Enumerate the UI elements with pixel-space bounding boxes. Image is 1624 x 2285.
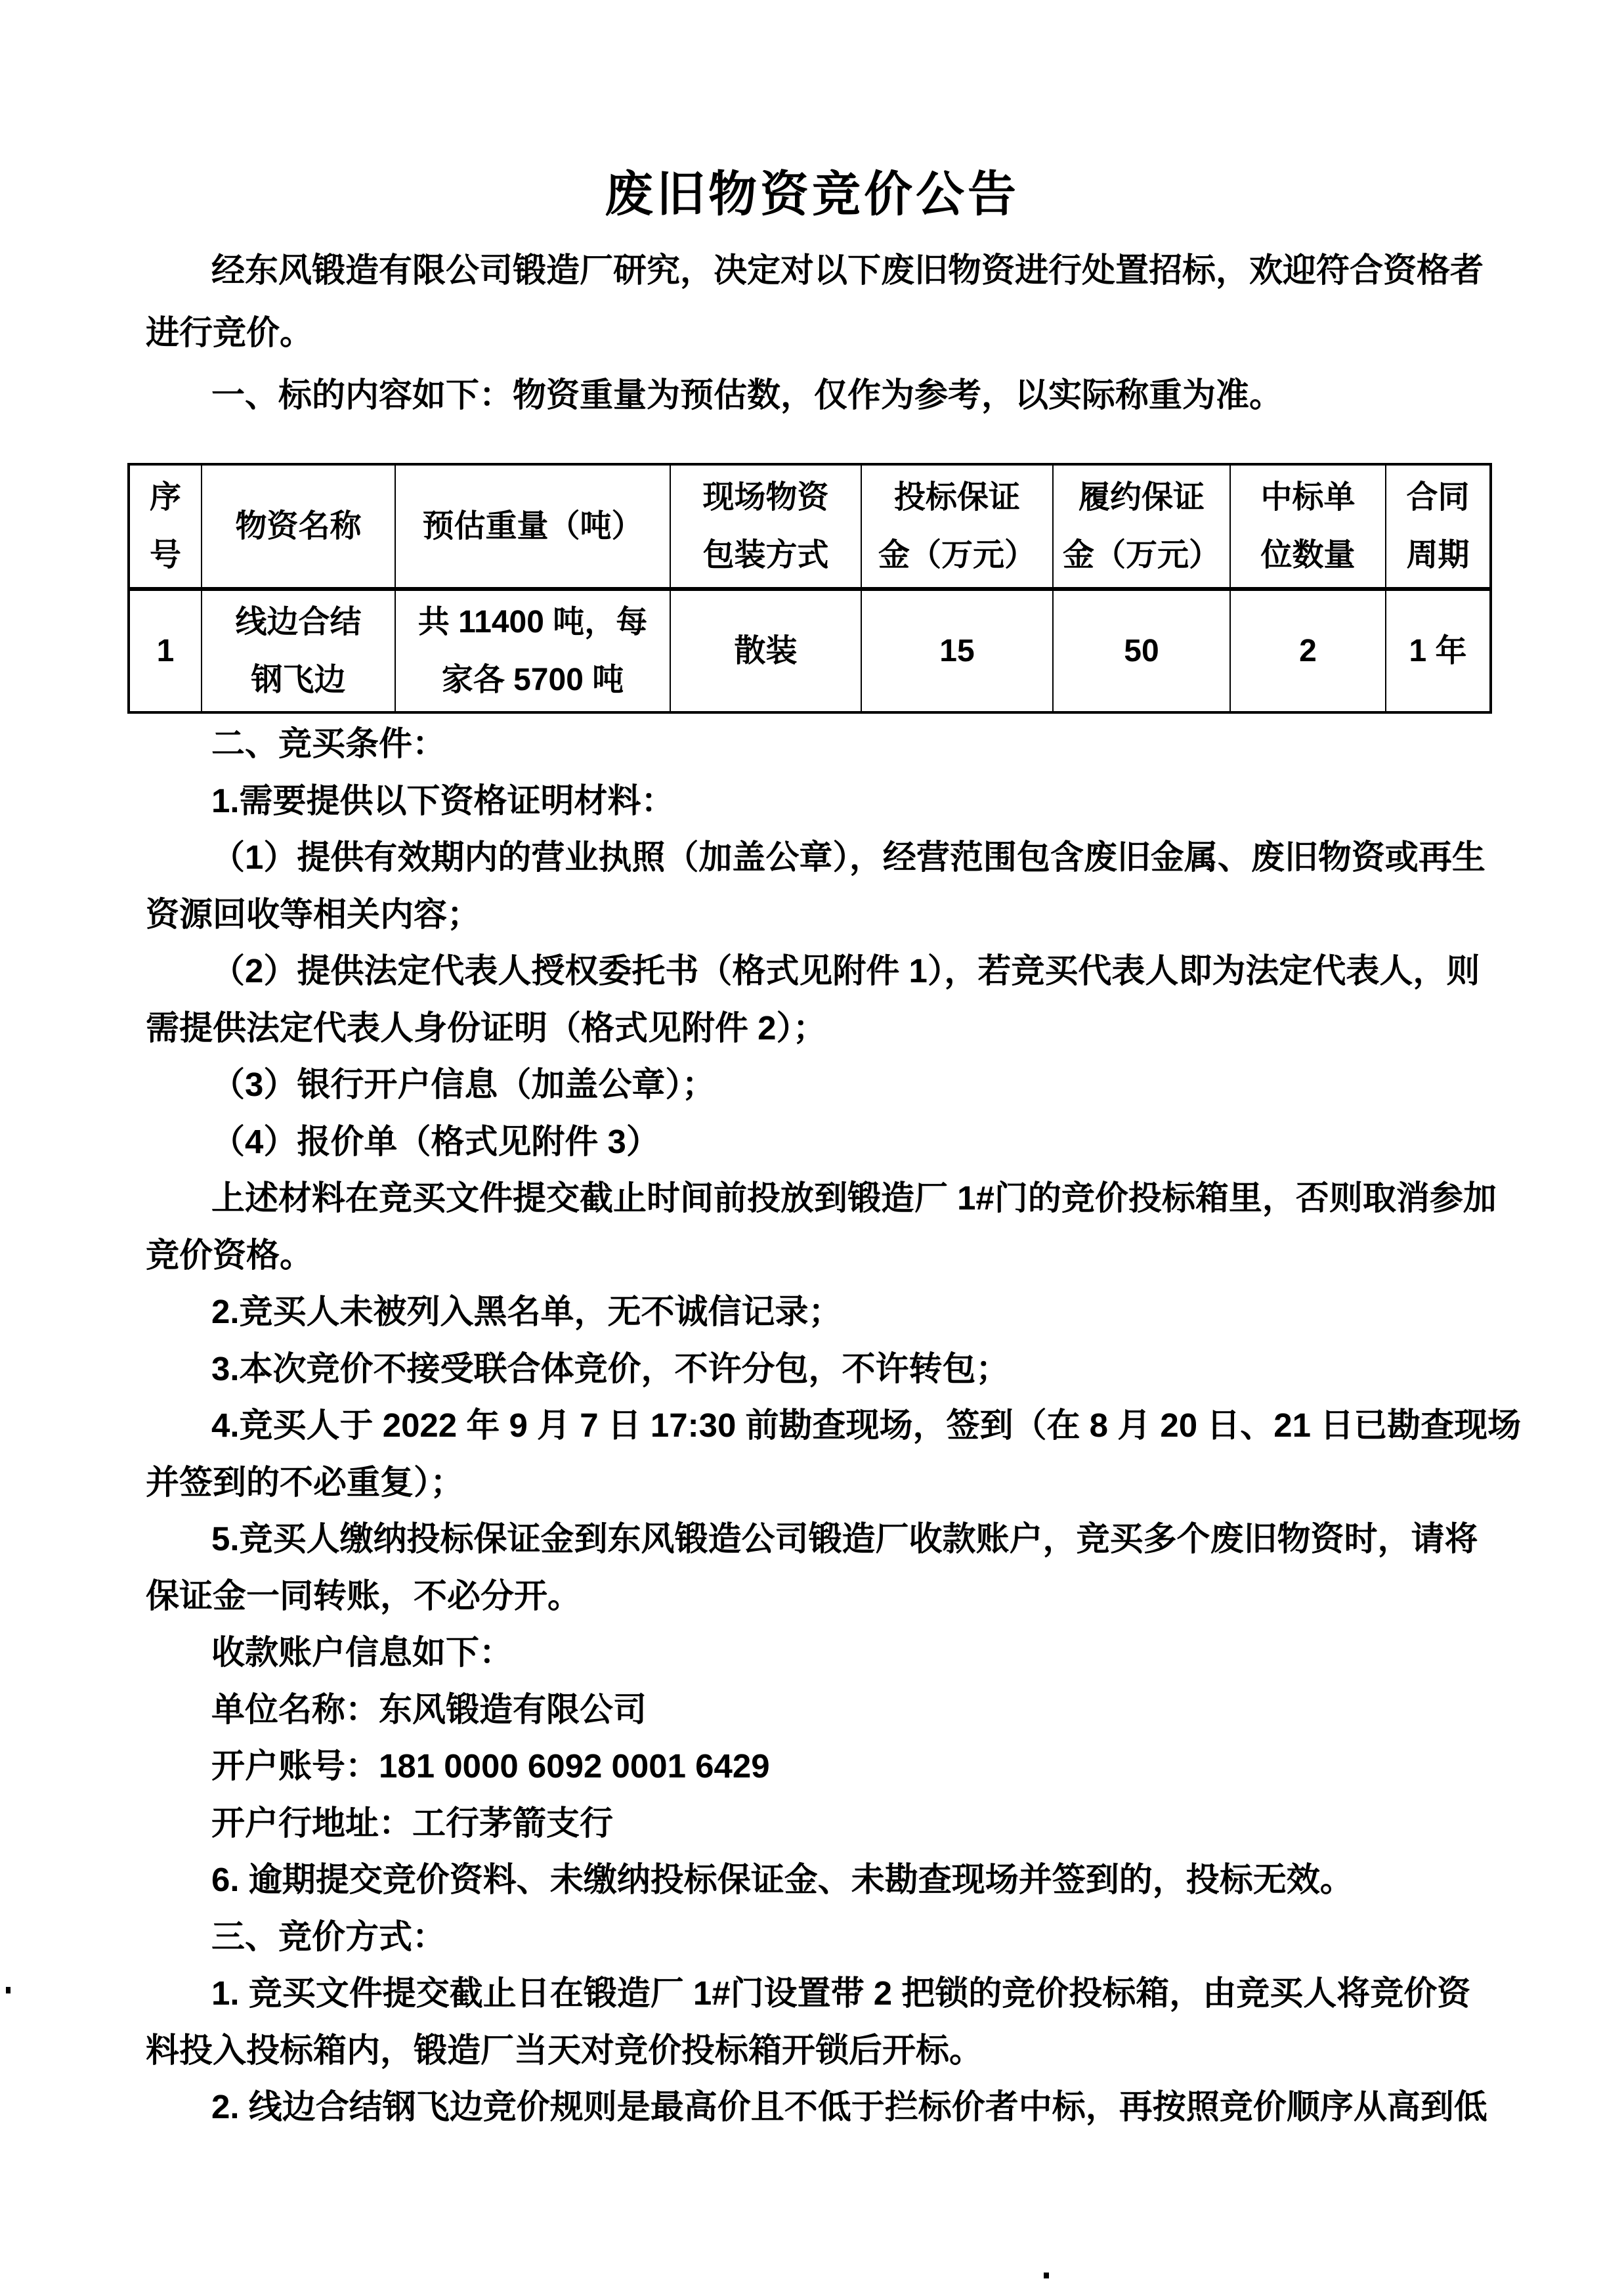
doc-line: 收款账户信息如下： bbox=[211, 1634, 513, 1671]
header-line: 周期 bbox=[1406, 537, 1470, 573]
cell-estimated-weight bbox=[395, 589, 670, 712]
scan-artifact-dot bbox=[1044, 2273, 1049, 2278]
doc-line: 5.竞买人缴纳投标保证金到东风锻造公司锻造厂收款账户，竞买多个废旧物资时，请将 bbox=[211, 1520, 1478, 1557]
cell-line: 2 bbox=[1299, 633, 1317, 668]
doc-line: 2.竞买人未被列入黑名单，无不诚信记录； bbox=[211, 1293, 842, 1330]
header-contract-period bbox=[1386, 464, 1491, 589]
doc-line: 经东风锻造有限公司锻造厂研究，决定对以下废旧物资进行处置招标，欢迎符合资格者 bbox=[211, 251, 1484, 289]
doc-line: 保证金一同转账，不必分开。 bbox=[146, 1577, 582, 1615]
cell-line: 家各 5700 吨 bbox=[441, 662, 624, 697]
cell-line: 共 11400 吨，每 bbox=[417, 604, 648, 640]
doc-line: 6. 逾期提交竞价资料、未缴纳投标保证金、未勘查现场并签到的，投标无效。 bbox=[211, 1861, 1354, 1898]
doc-line: 三、竞价方式： bbox=[211, 1917, 446, 1955]
cell-line: 50 bbox=[1124, 633, 1159, 668]
doc-line: 单位名称：东风锻造有限公司 bbox=[211, 1690, 647, 1728]
header-line: 中标单 bbox=[1260, 479, 1356, 515]
header-line: 预估重量（吨） bbox=[422, 508, 643, 544]
cell-line: 1 bbox=[156, 633, 175, 668]
header-bid-bond bbox=[861, 464, 1053, 589]
cell-packing-method bbox=[670, 589, 861, 712]
doc-line: 上述材料在竞买文件提交截止时间前投放到锻造厂 1#门的竞价投标箱里，否则取消参加 bbox=[211, 1179, 1497, 1217]
page-title: 废旧物资竞价公告 bbox=[605, 167, 1019, 221]
doc-line: 3.本次竞价不接受联合体竞价，不许分包，不许转包； bbox=[211, 1349, 1010, 1387]
cell-performance-bond bbox=[1053, 589, 1230, 712]
doc-line: 进行竞价。 bbox=[146, 314, 314, 351]
cell-line: 散装 bbox=[734, 633, 798, 668]
table-row bbox=[129, 589, 1491, 712]
cell-line: 线边合结 bbox=[235, 604, 362, 640]
doc-line: 二、竞买条件： bbox=[211, 725, 446, 762]
doc-line: （3）银行开户信息（加盖公章）； bbox=[211, 1066, 716, 1103]
header-line: 物资名称 bbox=[235, 508, 362, 544]
header-line: 金（万元） bbox=[1062, 537, 1220, 573]
doc-line: 料投入投标箱内，锻造厂当天对竞价投标箱开锁后开标。 bbox=[146, 2031, 983, 2069]
doc-line: 资源回收等相关内容； bbox=[146, 895, 481, 933]
scan-artifact-dot bbox=[6, 1987, 11, 1993]
body-paragraphs bbox=[146, 716, 1522, 2136]
cell-material-name bbox=[202, 589, 395, 712]
doc-line: （1）提供有效期内的营业执照（加盖公章），经营范围包含废旧金属、废旧物资或再生 bbox=[211, 838, 1485, 876]
doc-line: 开户行地址：工行茅箭支行 bbox=[211, 1804, 614, 1842]
header-line: 包装方式 bbox=[702, 537, 829, 573]
doc-line: 并签到的不必重复）； bbox=[146, 1463, 464, 1501]
header-line: 金（万元） bbox=[878, 537, 1036, 573]
doc-line: 一、标的内容如下：物资重量为预估数，仅作为参考，以实际称重为准。 bbox=[211, 376, 1283, 414]
doc-line: （2）提供法定代表人授权委托书（格式见附件 1），若竞买代表人即为法定代表人，则 bbox=[211, 952, 1480, 990]
header-line: 投标保证 bbox=[893, 479, 1020, 515]
cell-bid-bond bbox=[861, 589, 1053, 712]
header-material-name bbox=[202, 464, 395, 589]
cell-line: 钢飞边 bbox=[251, 662, 346, 697]
header-seq bbox=[129, 464, 202, 589]
materials-table bbox=[127, 463, 1492, 714]
header-line: 位数量 bbox=[1260, 537, 1356, 573]
doc-line: 1.需要提供以下资格证明材料： bbox=[211, 781, 675, 819]
doc-line: 4.竞买人于 2022 年 9 月 7 日 17:30 前勘查现场，签到（在 8 月 20 日、21 日已勘查现场 bbox=[211, 1406, 1522, 1444]
doc-line: 1. 竞买文件提交截止日在锻造厂 1#门设置带 2 把锁的竞价投标箱，由竞买人将竞价资 bbox=[211, 1974, 1471, 2012]
cell-line: 1 年 bbox=[1409, 633, 1467, 668]
header-line: 号 bbox=[149, 537, 181, 573]
doc-line: 需提供法定代表人身份证明（格式见附件 2）； bbox=[146, 1009, 827, 1047]
doc-line: 竞价资格。 bbox=[146, 1236, 314, 1274]
header-line: 现场物资 bbox=[702, 479, 829, 515]
header-estimated-weight bbox=[395, 464, 670, 589]
cell-contract-period bbox=[1386, 589, 1491, 712]
header-line: 履约保证 bbox=[1078, 479, 1205, 515]
doc-line: 开户账号：181 0000 6092 0001 6429 bbox=[211, 1747, 770, 1785]
intro-paragraphs bbox=[146, 239, 1490, 426]
header-winner-count bbox=[1230, 464, 1386, 589]
cell-line: 15 bbox=[939, 633, 975, 668]
header-line: 序 bbox=[149, 479, 181, 515]
header-packing-method bbox=[670, 464, 861, 589]
header-performance-bond bbox=[1053, 464, 1230, 589]
doc-line: 2. 线边合结钢飞边竞价规则是最高价且不低于拦标价者中标，再按照竞价顺序从高到低 bbox=[211, 2088, 1487, 2125]
table-header-row bbox=[129, 464, 1491, 589]
header-line: 合同 bbox=[1406, 479, 1470, 515]
cell-winner-count bbox=[1230, 589, 1386, 712]
doc-line: （4）报价单（格式见附件 3） bbox=[211, 1122, 660, 1160]
cell-seq bbox=[129, 589, 202, 712]
